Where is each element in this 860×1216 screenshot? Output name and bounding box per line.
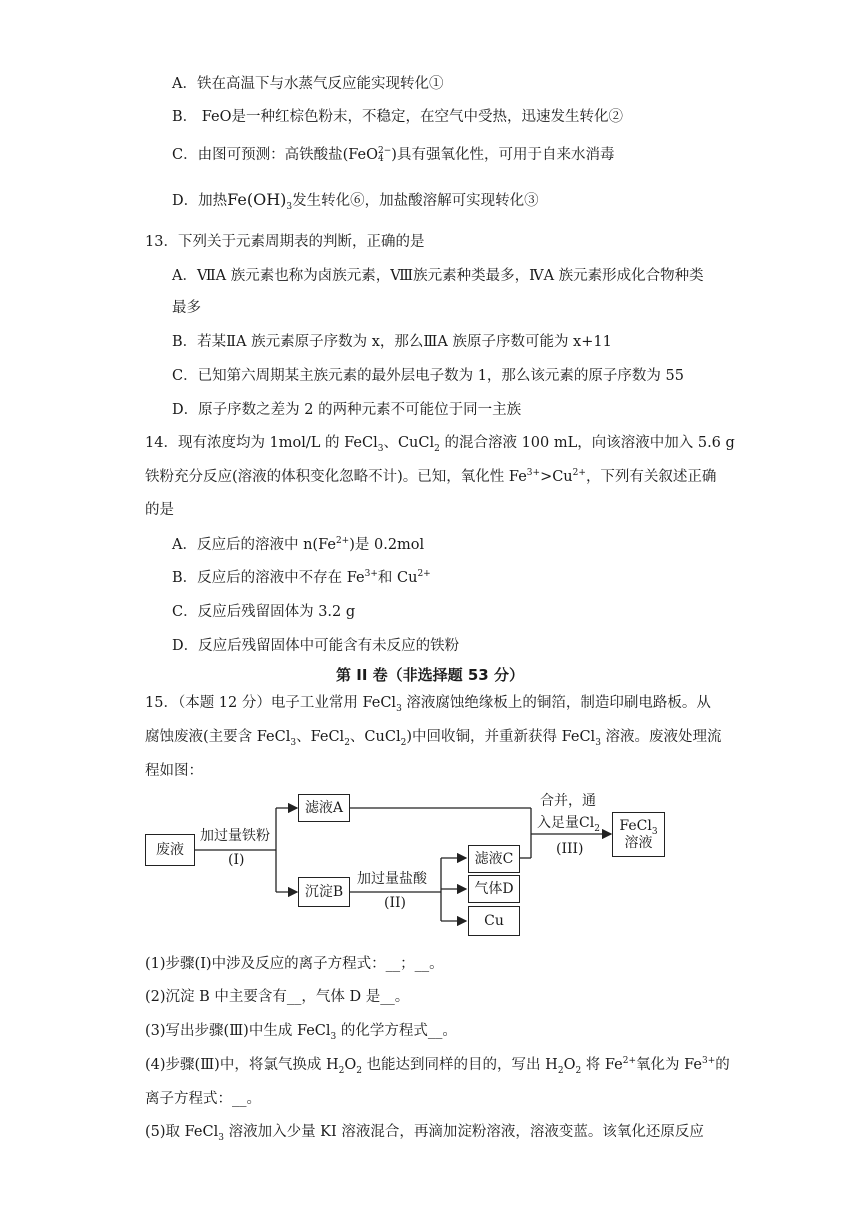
q15-sub-4: (4)步骤(Ⅲ)中，将氯气换成 $H_2O_2$ 也能达到同样的目的，写出 $H_2O_2$ 将 $Fe^{2+}$氧化为 $Fe^{3+}$的 <box>145 1056 730 1076</box>
q15-sub-5: (5)取 FeCl$_3$ 溶液加入少量 KI 溶液混合，再滴加淀粉溶液，溶液变蓝。该氧化还原反应 <box>145 1124 704 1143</box>
q13-option-b: B．若某ⅡA 族元素原子序数为 x，那么ⅢA 族原子序数可能为 x+11 <box>172 334 612 350</box>
label-step3-num: (III) <box>556 841 584 857</box>
q15-sub-3: (3)写出步骤(Ⅲ)中生成 FeCl$_3$ 的化学方程式__。 <box>145 1023 457 1042</box>
box-product: FeCl$_3$ 溶液 <box>612 812 665 857</box>
label-step2-num: (II) <box>384 895 406 911</box>
q15-stem-line3: 程如图： <box>145 763 203 779</box>
box-filtrate-c: 滤液C <box>468 845 520 873</box>
label-step1: 加过量铁粉 <box>200 828 270 844</box>
box-filtrate-a: 滤液A <box>298 794 350 822</box>
box-waste: 废液 <box>145 834 195 866</box>
iron-hydroxide-formula: Fe(OH) <box>227 190 287 209</box>
q13-option-d: D．原子序数之差为 2 的两种元素不可能位于同一主族 <box>172 402 522 418</box>
q12-option-b: B． FeO是一种红棕色粉末，不稳定，在空气中受热，迅速发生转化② <box>172 109 623 125</box>
box-precip-b: 沉淀B <box>298 877 350 907</box>
q13-option-a: A．ⅦA 族元素也称为卤族元素，Ⅷ族元素种类最多，ⅣA 族元素形成化合物种类 <box>172 268 704 284</box>
box-gas-d: 气体D <box>468 875 520 903</box>
q14-option-d: D．反应后残留固体中可能含有未反应的铁粉 <box>172 638 460 654</box>
q15-sub-2: (2)沉淀 B 中主要含有__，气体 D 是__。 <box>145 989 410 1005</box>
label-step1-num: (I) <box>228 852 245 868</box>
q15-stem-line1: 15．（本题 12 分）电子工业常用 FeCl$_3$ 溶液腐蚀绝缘板上的铜箔，制造印刷电路板。从 <box>145 695 711 714</box>
box-cu: Cu <box>468 906 520 936</box>
q13-option-a-cont: 最多 <box>172 300 201 316</box>
section-title: 第 II 卷（非选择题 53 分） <box>336 666 524 684</box>
q14-option-c: C．反应后残留固体为 3.2 g <box>172 604 356 620</box>
q15-sub-1: (1)步骤(Ⅰ)中涉及反应的离子方程式：__；__。 <box>145 956 444 972</box>
label-step3-line1: 合并，通 <box>540 793 596 809</box>
q15-stem-line2: 腐蚀废液(主要含 FeCl$_3$、FeCl$_2$、CuCl$_2$)中回收铜，并重新获得 FeCl$_3$ 溶液。废液处理流 <box>145 729 722 748</box>
q14-stem-line1: 14．现有浓度均为 1mol/L 的 FeCl$_3$、CuCl$_2$ 的混合溶液 100 mL，向该溶液中加入 5.6 g <box>145 435 735 454</box>
ferrate-formula: FeO <box>348 147 379 163</box>
label-step2: 加过量盐酸 <box>357 871 427 887</box>
q14-stem-line3: 的是 <box>145 502 174 518</box>
q15-sub-4-cont: 离子方程式：__。 <box>145 1091 261 1107</box>
q12-option-c: C．由图可预测：高铁酸盐(FeO 2− 4 )具有强氧化性，可用于自来水消毒 <box>172 146 615 164</box>
q12-option-a: A．铁在高温下与水蒸气反应能实现转化① <box>172 76 444 92</box>
q14-option-b: B．反应后的溶液中不存在 $Fe^{3+}$和 $Cu^{2+}$ <box>172 569 431 586</box>
q14-option-a: A．反应后的溶液中 $n(Fe^{2+})$是 0.2mol <box>172 536 425 553</box>
q12-option-d: D．加热$Fe(OH)_3$发生转化⑥，加盐酸溶解可实现转化③ <box>172 190 539 212</box>
q13-stem: 13．下列关于元素周期表的判断，正确的是 <box>145 234 425 250</box>
q13-option-c: C．已知第六周期某主族元素的最外层电子数为 1，那么该元素的原子序数为 55 <box>172 368 684 384</box>
q14-stem-line2: 铁粉充分反应(溶液的体积变化忽略不计)。已知，氧化性 $Fe^{3+}>Cu^{2+}$，下列有关叙述正确 <box>145 468 717 485</box>
label-step3-line2: 入足量$Cl_2$ <box>537 815 600 834</box>
